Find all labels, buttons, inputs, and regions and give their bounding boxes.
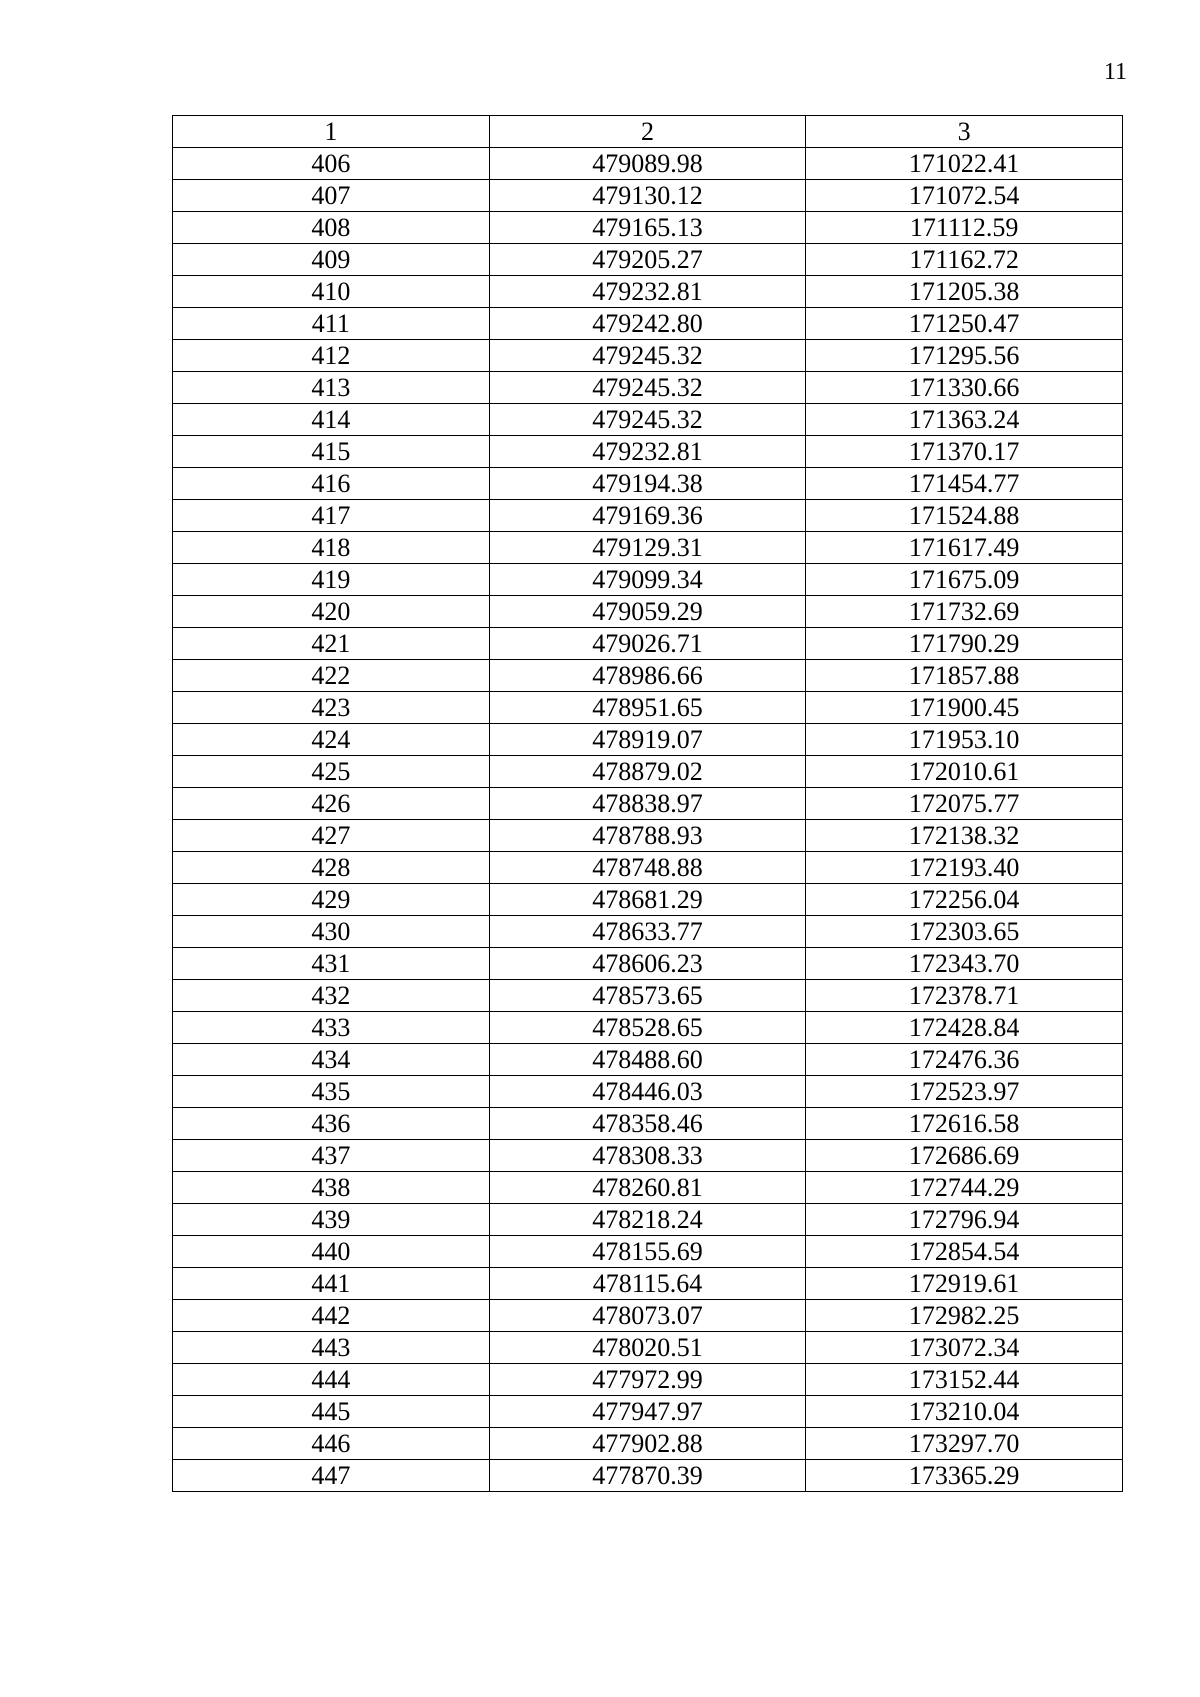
table-cell-col-2: 478155.69 xyxy=(489,1236,806,1268)
table-cell-col-3: 171454.77 xyxy=(806,468,1123,500)
table-body xyxy=(173,148,1123,1492)
table-cell-col-3: 172919.61 xyxy=(806,1268,1123,1300)
table-cell-col-1: 416 xyxy=(173,468,490,500)
table-cell-col-3: 173072.34 xyxy=(806,1332,1123,1364)
table-row xyxy=(173,596,1123,628)
table-cell-col-1: 418 xyxy=(173,532,490,564)
table-row xyxy=(173,788,1123,820)
table-row xyxy=(173,980,1123,1012)
table-cell-col-1: 444 xyxy=(173,1364,490,1396)
table-row xyxy=(173,852,1123,884)
table-cell-col-1: 446 xyxy=(173,1428,490,1460)
table-cell-col-3: 172303.65 xyxy=(806,916,1123,948)
table-cell-col-3: 172193.40 xyxy=(806,852,1123,884)
table-cell-col-2: 478986.66 xyxy=(489,660,806,692)
table-row xyxy=(173,180,1123,212)
table-cell-col-2: 479245.32 xyxy=(489,340,806,372)
table-cell-col-2: 479026.71 xyxy=(489,628,806,660)
table-cell-col-2: 479099.34 xyxy=(489,564,806,596)
table-cell-col-2: 479242.80 xyxy=(489,308,806,340)
table-row xyxy=(173,244,1123,276)
table-cell-col-3: 172138.32 xyxy=(806,820,1123,852)
table-row xyxy=(173,660,1123,692)
table-cell-col-3: 171370.17 xyxy=(806,436,1123,468)
table-cell-col-1: 441 xyxy=(173,1268,490,1300)
table-cell-col-1: 411 xyxy=(173,308,490,340)
table-cell-col-3: 172982.25 xyxy=(806,1300,1123,1332)
table-cell-col-3: 172010.61 xyxy=(806,756,1123,788)
table-cell-col-3: 171250.47 xyxy=(806,308,1123,340)
header-col-3: 3 xyxy=(806,116,1123,148)
table-cell-col-1: 415 xyxy=(173,436,490,468)
table-cell-col-3: 173365.29 xyxy=(806,1460,1123,1492)
table-cell-col-2: 478951.65 xyxy=(489,692,806,724)
table-row xyxy=(173,884,1123,916)
table-cell-col-3: 172428.84 xyxy=(806,1012,1123,1044)
table-cell-col-3: 171330.66 xyxy=(806,372,1123,404)
table-cell-col-1: 422 xyxy=(173,660,490,692)
table-cell-col-2: 479165.13 xyxy=(489,212,806,244)
table-cell-col-2: 478218.24 xyxy=(489,1204,806,1236)
table-cell-col-1: 426 xyxy=(173,788,490,820)
table-cell-col-2: 479089.98 xyxy=(489,148,806,180)
table-row xyxy=(173,1236,1123,1268)
table-row xyxy=(173,628,1123,660)
table-cell-col-1: 412 xyxy=(173,340,490,372)
table-cell-col-2: 478681.29 xyxy=(489,884,806,916)
table-cell-col-3: 171112.59 xyxy=(806,212,1123,244)
table-cell-col-1: 421 xyxy=(173,628,490,660)
table-cell-col-2: 478528.65 xyxy=(489,1012,806,1044)
table-cell-col-3: 172476.36 xyxy=(806,1044,1123,1076)
table-cell-col-1: 442 xyxy=(173,1300,490,1332)
table-row xyxy=(173,692,1123,724)
table-row xyxy=(173,724,1123,756)
table-cell-col-2: 479205.27 xyxy=(489,244,806,276)
table-cell-col-3: 171295.56 xyxy=(806,340,1123,372)
table-cell-col-1: 427 xyxy=(173,820,490,852)
table-cell-col-2: 479245.32 xyxy=(489,372,806,404)
table-cell-col-1: 430 xyxy=(173,916,490,948)
table-cell-col-1: 420 xyxy=(173,596,490,628)
table-row xyxy=(173,500,1123,532)
table-cell-col-2: 478358.46 xyxy=(489,1108,806,1140)
table-cell-col-3: 171732.69 xyxy=(806,596,1123,628)
table-cell-col-1: 425 xyxy=(173,756,490,788)
table-row xyxy=(173,468,1123,500)
table-row xyxy=(173,564,1123,596)
table-row xyxy=(173,756,1123,788)
table-cell-col-3: 173297.70 xyxy=(806,1428,1123,1460)
table-cell-col-2: 478260.81 xyxy=(489,1172,806,1204)
table-row xyxy=(173,916,1123,948)
table-cell-col-1: 409 xyxy=(173,244,490,276)
table-cell-col-2: 478633.77 xyxy=(489,916,806,948)
table-cell-col-3: 173210.04 xyxy=(806,1396,1123,1428)
table-cell-col-1: 433 xyxy=(173,1012,490,1044)
table-row xyxy=(173,308,1123,340)
header-col-2: 2 xyxy=(489,116,806,148)
table-row xyxy=(173,1460,1123,1492)
table-cell-col-1: 406 xyxy=(173,148,490,180)
table-cell-col-3: 171363.24 xyxy=(806,404,1123,436)
coordinates-table xyxy=(172,115,1123,1492)
table-cell-col-1: 434 xyxy=(173,1044,490,1076)
table-cell-col-2: 478020.51 xyxy=(489,1332,806,1364)
table-cell-col-2: 478919.07 xyxy=(489,724,806,756)
table-cell-col-3: 172378.71 xyxy=(806,980,1123,1012)
table-cell-col-3: 172854.54 xyxy=(806,1236,1123,1268)
table-cell-col-2: 478446.03 xyxy=(489,1076,806,1108)
table-row xyxy=(173,532,1123,564)
table-cell-col-2: 479232.81 xyxy=(489,436,806,468)
table-row xyxy=(173,1044,1123,1076)
table-cell-col-1: 431 xyxy=(173,948,490,980)
table-row xyxy=(173,1364,1123,1396)
table-cell-col-3: 171675.09 xyxy=(806,564,1123,596)
table-row xyxy=(173,404,1123,436)
table-cell-col-1: 410 xyxy=(173,276,490,308)
table-row xyxy=(173,1140,1123,1172)
table-cell-col-3: 172796.94 xyxy=(806,1204,1123,1236)
table-cell-col-3: 171524.88 xyxy=(806,500,1123,532)
table-cell-col-2: 478748.88 xyxy=(489,852,806,884)
table-cell-col-3: 173152.44 xyxy=(806,1364,1123,1396)
table-row xyxy=(173,372,1123,404)
table-cell-col-2: 477870.39 xyxy=(489,1460,806,1492)
table-cell-col-3: 172343.70 xyxy=(806,948,1123,980)
table-row xyxy=(173,1332,1123,1364)
table-cell-col-1: 440 xyxy=(173,1236,490,1268)
table-cell-col-3: 171205.38 xyxy=(806,276,1123,308)
table-cell-col-1: 447 xyxy=(173,1460,490,1492)
table-cell-col-1: 429 xyxy=(173,884,490,916)
table-cell-col-1: 414 xyxy=(173,404,490,436)
table-cell-col-1: 435 xyxy=(173,1076,490,1108)
table-row xyxy=(173,1300,1123,1332)
table-cell-col-1: 437 xyxy=(173,1140,490,1172)
table-row xyxy=(173,1108,1123,1140)
table-row xyxy=(173,212,1123,244)
table-cell-col-2: 477902.88 xyxy=(489,1428,806,1460)
table-cell-col-2: 479194.38 xyxy=(489,468,806,500)
table-row xyxy=(173,820,1123,852)
table-cell-col-2: 478573.65 xyxy=(489,980,806,1012)
table-cell-col-1: 407 xyxy=(173,180,490,212)
table-cell-col-3: 172256.04 xyxy=(806,884,1123,916)
table-row xyxy=(173,340,1123,372)
table-cell-col-3: 171790.29 xyxy=(806,628,1123,660)
table-cell-col-3: 172616.58 xyxy=(806,1108,1123,1140)
table-row xyxy=(173,1076,1123,1108)
table-cell-col-2: 479169.36 xyxy=(489,500,806,532)
table-row xyxy=(173,1012,1123,1044)
table-row xyxy=(173,948,1123,980)
table-cell-col-2: 478115.64 xyxy=(489,1268,806,1300)
table-cell-col-3: 172744.29 xyxy=(806,1172,1123,1204)
table-cell-col-2: 479245.32 xyxy=(489,404,806,436)
table-cell-col-1: 419 xyxy=(173,564,490,596)
table-cell-col-3: 171022.41 xyxy=(806,148,1123,180)
table-header-row xyxy=(173,116,1123,148)
table-row xyxy=(173,276,1123,308)
table-cell-col-2: 478073.07 xyxy=(489,1300,806,1332)
table-cell-col-2: 479059.29 xyxy=(489,596,806,628)
table-cell-col-1: 438 xyxy=(173,1172,490,1204)
table-cell-col-2: 478879.02 xyxy=(489,756,806,788)
table-cell-col-3: 171953.10 xyxy=(806,724,1123,756)
table-cell-col-2: 477972.99 xyxy=(489,1364,806,1396)
table-cell-col-2: 479130.12 xyxy=(489,180,806,212)
table-cell-col-2: 479129.31 xyxy=(489,532,806,564)
table-cell-col-3: 171900.45 xyxy=(806,692,1123,724)
table-cell-col-2: 478606.23 xyxy=(489,948,806,980)
table-cell-col-3: 172523.97 xyxy=(806,1076,1123,1108)
table-cell-col-1: 423 xyxy=(173,692,490,724)
table-cell-col-3: 171857.88 xyxy=(806,660,1123,692)
table-cell-col-2: 479232.81 xyxy=(489,276,806,308)
page-number: 11 xyxy=(1103,59,1127,85)
table-cell-col-1: 424 xyxy=(173,724,490,756)
table-row xyxy=(173,1268,1123,1300)
table-cell-col-1: 432 xyxy=(173,980,490,1012)
table-cell-col-2: 478308.33 xyxy=(489,1140,806,1172)
table-cell-col-1: 413 xyxy=(173,372,490,404)
table-cell-col-3: 172075.77 xyxy=(806,788,1123,820)
table-row xyxy=(173,1204,1123,1236)
table-cell-col-2: 477947.97 xyxy=(489,1396,806,1428)
table-cell-col-3: 171072.54 xyxy=(806,180,1123,212)
table-cell-col-1: 408 xyxy=(173,212,490,244)
header-col-1: 1 xyxy=(173,116,490,148)
table-cell-col-1: 439 xyxy=(173,1204,490,1236)
table-cell-col-1: 436 xyxy=(173,1108,490,1140)
table-cell-col-1: 443 xyxy=(173,1332,490,1364)
table-cell-col-3: 171617.49 xyxy=(806,532,1123,564)
table-cell-col-2: 478788.93 xyxy=(489,820,806,852)
table-cell-col-1: 428 xyxy=(173,852,490,884)
table-row xyxy=(173,1172,1123,1204)
table-row xyxy=(173,1428,1123,1460)
table-cell-col-1: 417 xyxy=(173,500,490,532)
table-cell-col-3: 172686.69 xyxy=(806,1140,1123,1172)
table-row xyxy=(173,148,1123,180)
table-cell-col-2: 478488.60 xyxy=(489,1044,806,1076)
table-row xyxy=(173,436,1123,468)
table-cell-col-3: 171162.72 xyxy=(806,244,1123,276)
table-cell-col-2: 478838.97 xyxy=(489,788,806,820)
table-cell-col-1: 445 xyxy=(173,1396,490,1428)
table-row xyxy=(173,1396,1123,1428)
